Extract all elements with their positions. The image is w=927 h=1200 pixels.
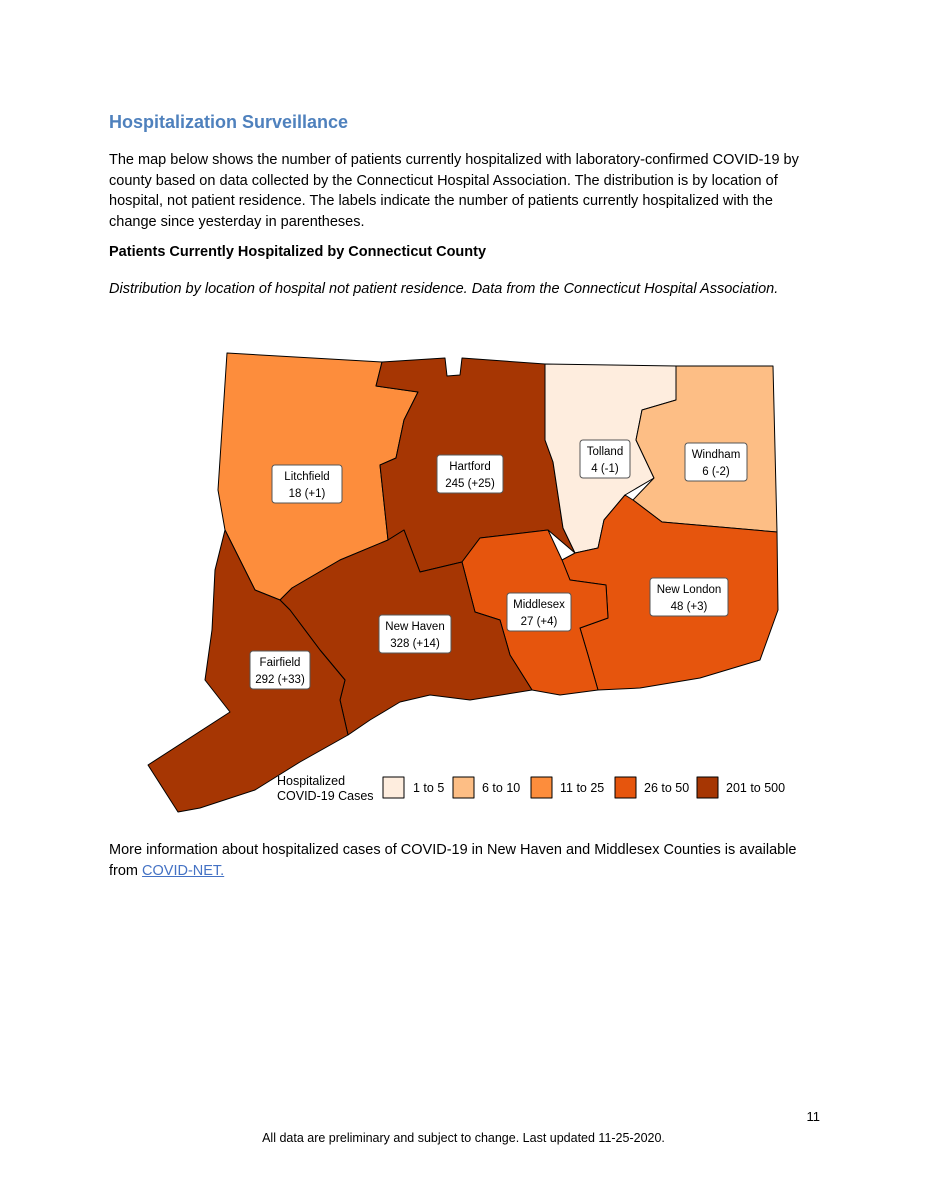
legend-swatch-201-500 [697, 777, 718, 798]
county-value: 245 (+25) [445, 478, 495, 490]
connecticut-county-map [140, 345, 790, 820]
page-number: 11 [806, 1109, 820, 1124]
county-label-windham [685, 443, 747, 481]
map-note: Distribution by location of hospital not patient residence. Data from the Connecticut Hospital Association. [109, 281, 779, 297]
county-name: Middlesex [513, 599, 565, 611]
county-label-middlesex [507, 593, 571, 631]
legend-title-line1: Hospitalized [277, 774, 346, 788]
legend-swatch-11-25 [531, 777, 552, 798]
legend-label-6-10: 6 to 10 [482, 781, 521, 795]
county-name: Tolland [586, 446, 624, 458]
county-label-new-london [650, 578, 728, 616]
county-value: 6 (-2) [702, 466, 730, 478]
page-footer: All data are preliminary and subject to change. Last updated 11-25-2020. [262, 1131, 665, 1145]
legend-swatch-26-50 [615, 777, 636, 798]
map-legend [277, 774, 785, 803]
legend-label-26-50: 26 to 50 [644, 781, 690, 795]
county-label-litchfield [272, 465, 342, 503]
county-name: Litchfield [284, 471, 330, 483]
county-name: New Haven [385, 621, 445, 633]
county-label-new-haven [379, 615, 451, 653]
legend-label-201-500: 201 to 500 [726, 781, 786, 795]
county-name: Windham [691, 449, 741, 461]
county-name: Fairfield [259, 657, 301, 669]
county-label-hartford [437, 455, 503, 493]
legend-label-1-5: 1 to 5 [413, 781, 445, 795]
county-value: 18 (+1) [288, 488, 326, 500]
legend-label-11-25: 11 to 25 [560, 781, 605, 795]
legend-swatch-1-5 [383, 777, 404, 798]
county-value: 27 (+4) [520, 616, 558, 628]
county-label-tolland [580, 440, 630, 478]
county-name: New London [656, 584, 722, 596]
intro-paragraph: The map below shows the number of patients currently hospitalized with laboratory-confirmed COVID-19 by county based on data collected by the Connecticut Hospital Association. The distribution is by location of hospital, not patient residence. The labels indicate the number of patients currently hospitalized with the change since yesterday in parentheses. [109, 152, 799, 230]
county-value: 48 (+3) [670, 601, 708, 613]
legend-title-line2: COVID-19 Cases [277, 789, 374, 803]
legend-swatch-6-10 [453, 777, 474, 798]
covid-net-link[interactable]: COVID-NET. [142, 862, 225, 879]
county-value: 328 (+14) [390, 638, 440, 650]
map-title: Patients Currently Hospitalized by Connecticut County [109, 244, 487, 260]
county-value: 4 (-1) [591, 463, 619, 475]
county-name: Hartford [449, 461, 491, 473]
county-label-fairfield [250, 651, 310, 689]
section-heading: Hospitalization Surveillance [109, 112, 349, 132]
more-info-text: More information about hospitalized cases of COVID-19 in New Haven and Middlesex Counties is available from [109, 842, 797, 879]
county-value: 292 (+33) [255, 674, 305, 686]
more-info [109, 840, 809, 881]
